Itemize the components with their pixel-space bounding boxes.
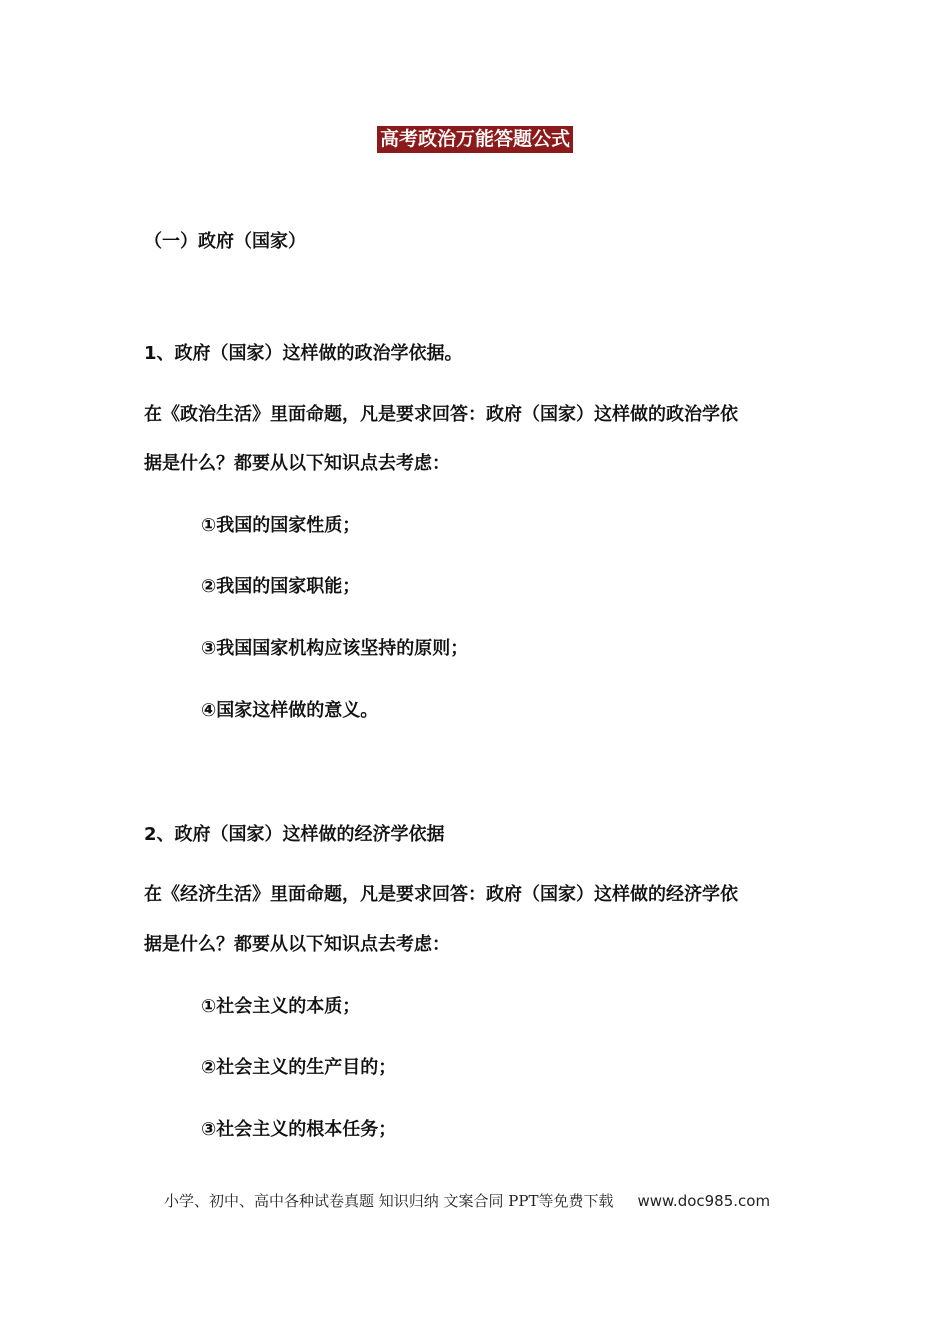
part1-list-item: ④国家这样做的意义。: [201, 700, 379, 721]
part1-list-item: ③我国国家机构应该坚持的原则；: [201, 638, 469, 659]
part1-paragraph-line1: 在《政治生活》里面命题，凡是要求回答：政府（国家）这样做的政治学依: [144, 404, 738, 425]
part1-list-item: ①我国的国家性质；: [201, 515, 361, 536]
document-title: 高考政治万能答题公式: [377, 126, 573, 153]
footer-url[interactable]: www.doc985.com: [637, 1192, 771, 1210]
part2-heading: 2、政府（国家）这样做的经济学依据: [144, 824, 445, 845]
part2-list-item: ③社会主义的根本任务；: [201, 1119, 397, 1140]
page-footer: [164, 1190, 770, 1212]
part2-paragraph-line2: 据是什么？都要从以下知识点去考虑：: [144, 934, 450, 955]
part2-list-item: ①社会主义的本质；: [201, 996, 361, 1017]
footer-text: 小学、初中、高中各种试卷真题 知识归纳 文案合同 PPT等免费下载: [164, 1192, 614, 1210]
part1-paragraph-line2: 据是什么？都要从以下知识点去考虑：: [144, 453, 450, 474]
part1-list-item: ②我国的国家职能；: [201, 576, 361, 597]
section-heading: （一）政府（国家）: [144, 231, 306, 252]
part1-heading: 1、政府（国家）这样做的政治学依据。: [144, 343, 463, 364]
part2-list-item: ②社会主义的生产目的；: [201, 1057, 397, 1078]
part2-paragraph-line1: 在《经济生活》里面命题，凡是要求回答：政府（国家）这样做的经济学依: [144, 884, 738, 905]
title-container: [0, 126, 950, 153]
